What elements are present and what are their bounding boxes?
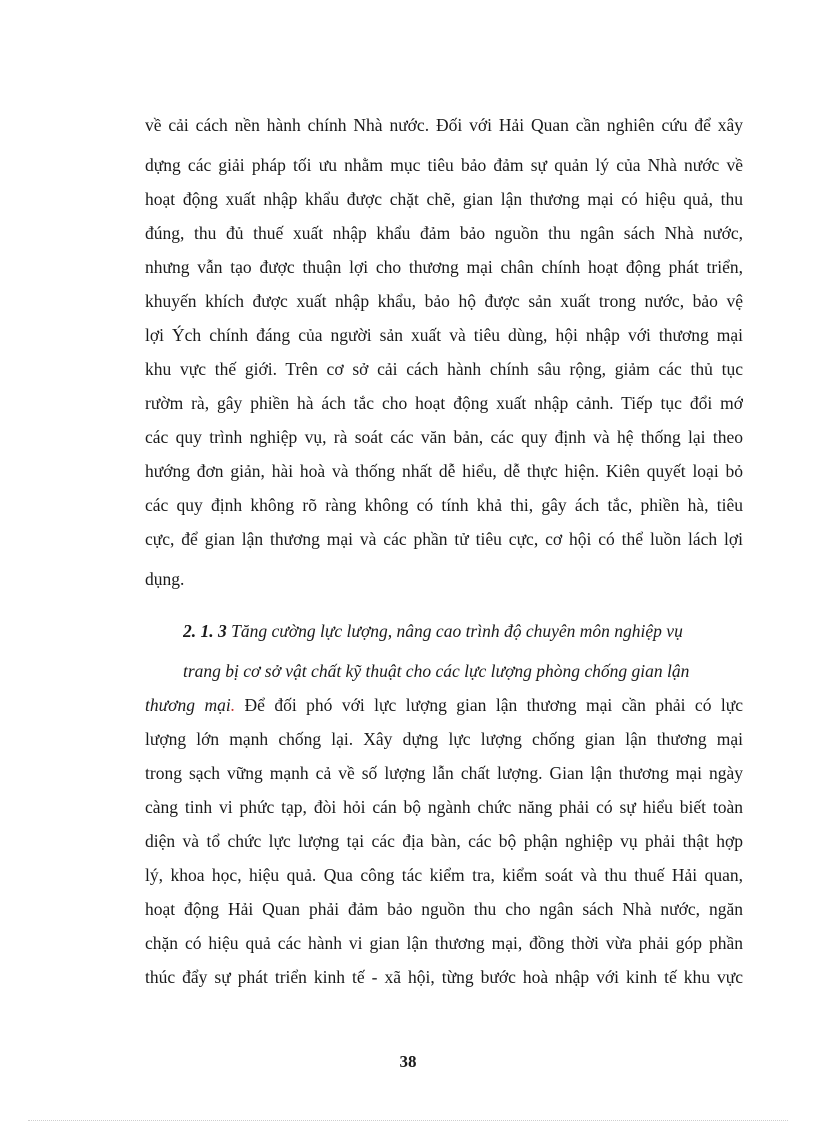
section-heading-line [145,694,743,716]
section-heading-line [183,620,743,642]
body-text-line: đúng, thu đủ thuế xuất nhập khẩu đảm bảo nguồn thu ngân sách Nhà nước, [145,223,743,243]
body-text-line: rườm rà, gây phiền hà ách tắc cho hoạt động xuất nhập cảnh. Tiếp tục đổi mớ [145,393,743,413]
body-text-line: diện và tổ chức lực lượng tại các địa bàn, các bộ phận nghiệp vụ phải thật hợp [145,831,743,851]
body-text-line: trong sạch vững mạnh cả về số lượng lẫn chất lượng. Gian lận thương mại ngày [145,763,743,783]
section-title: Tăng cường lực lượng, nâng cao trình độ chuyên môn nghiệp vụ [231,621,683,641]
page-number: 38 [399,1052,417,1071]
body-text-line: các quy định không rõ ràng không có tính khả thi, gây ách tắc, phiền hà, tiêu [145,495,743,515]
section-title-end: thương mại [145,695,231,715]
body-text-line: cực, để gian lận thương mại và các phần tử tiêu cực, cơ hội có thể luồn lách lợi [145,529,743,549]
body-text-line: thúc đẩy sự phát triển kinh tế - xã hội, từng bước hoà nhập với kinh tế khu vực [145,967,743,987]
body-text-line: dụng. [145,569,185,589]
body-text-line: lượng lớn mạnh chống lại. Xây dựng lực lượng chống gian lận thương mại [145,729,743,749]
section-heading-line: trang bị cơ sở vật chất kỹ thuật cho các lực lượng phòng chống gian lận [183,661,690,681]
section-number: 2. 1. 3 [183,621,227,641]
body-text-line: khuyến khích được xuất nhập khẩu, bảo hộ được sản xuất trong nước, bảo vệ [145,291,743,311]
body-text-line: hoạt động xuất nhập khẩu được chặt chẽ, gian lận thương mại có hiệu quả, thu [145,189,743,209]
section-title-period: . [230,695,236,715]
body-text-line: lý, khoa học, hiệu quả. Qua công tác kiểm tra, kiểm soát và thu thuế Hải quan, [145,865,743,885]
body-text-line: nhưng vẫn tạo được thuận lợi cho thương mại chân chính hoạt động phát triển, [145,257,743,277]
body-text-line: hướng đơn giản, hài hoà và thống nhất dễ hiểu, dễ thực hiện. Kiên quyết loại bỏ [145,461,743,481]
body-text-run: Để đối phó với lực lượng gian lận thương mại cần phải có lực [235,695,743,715]
body-text-line: lợi Ých chính đáng của người sản xuất và tiêu dùng, hội nhập với thương mại [145,325,743,345]
body-text-line: càng tinh vi phức tạp, đòi hỏi cán bộ ngành chức năng phải có sự hiểu biết toàn [145,797,743,817]
body-text-line: về cải cách nền hành chính Nhà nước. Đối với Hải Quan cần nghiên cứu để xây [145,115,743,135]
page-bottom-divider [28,1120,788,1121]
body-text-line: dựng các giải pháp tối ưu nhằm mục tiêu bảo đảm sự quản lý của Nhà nước về [145,155,743,175]
body-text-line: khu vực thế giới. Trên cơ sở cải cách hành chính sâu rộng, giảm các thủ tục [145,359,743,379]
body-text-line: hoạt động Hải Quan phải đảm bảo nguồn thu cho ngân sách Nhà nước, ngăn [145,899,743,919]
body-text-line: chặn có hiệu quả các hành vi gian lận thương mại, đồng thời vừa phải góp phần [145,933,743,953]
body-text-line: các quy trình nghiệp vụ, rà soát các văn bản, các quy định và hệ thống lại theo [145,427,743,447]
